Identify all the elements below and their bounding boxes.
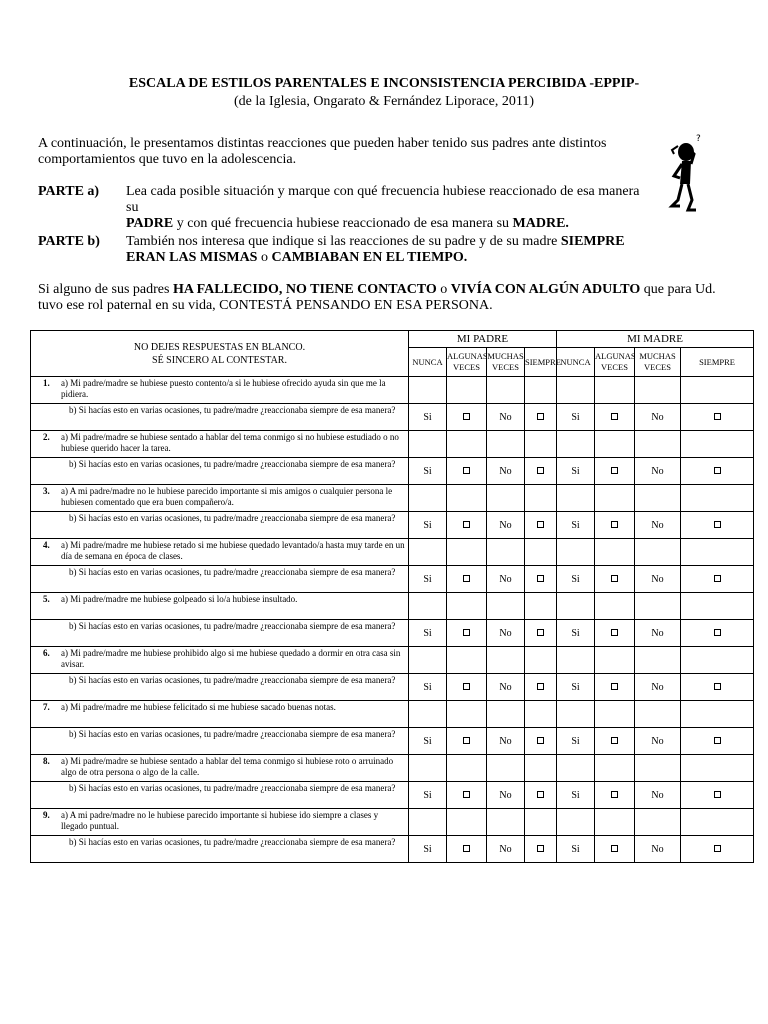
checkbox-icon <box>463 467 470 474</box>
question-a-text: a) Mi padre/madre se hubiese puesto contento/a si le hubiese ofrecido ayuda sin que me la pidiera. <box>61 378 386 399</box>
checkbox-icon <box>537 629 544 636</box>
yes-checkbox[interactable] <box>595 728 635 755</box>
checkbox-icon <box>611 683 618 690</box>
question-b-cell <box>31 404 409 431</box>
question-a-text: a) A mi padre/madre no le hubiese parecido importante si hubiese ido siempre a clases y llegado puntual. <box>61 810 379 831</box>
frequency-answer-cell[interactable] <box>487 809 525 836</box>
checkbox-icon <box>537 845 544 852</box>
frequency-answer-cell[interactable] <box>447 809 487 836</box>
col-siempre-madre: SIEMPRE <box>681 348 754 377</box>
no-checkbox[interactable] <box>681 782 754 809</box>
frequency-answer-cell[interactable] <box>409 647 447 674</box>
question-b-text: b) Si hacías esto en varias ocasiones, tu padre/madre ¿reaccionaba siempre de esa manera? <box>69 837 396 847</box>
question-number: 9. <box>43 810 50 820</box>
no-checkbox[interactable] <box>681 458 754 485</box>
frequency-answer-cell[interactable] <box>525 701 557 728</box>
checkbox-icon <box>463 629 470 636</box>
question-a-cell <box>31 701 409 728</box>
no-checkbox[interactable] <box>681 674 754 701</box>
no-label: No <box>635 620 681 647</box>
table-row <box>31 539 754 566</box>
frequency-answer-cell[interactable] <box>409 485 447 512</box>
question-number: 4. <box>43 540 50 550</box>
yes-label: Si <box>557 458 595 485</box>
yes-label: Si <box>409 674 447 701</box>
header-mi-padre: MI PADRE <box>409 331 557 348</box>
yes-label: Si <box>557 782 595 809</box>
question-a-text: a) Mi padre/madre me hubiese felicitado si me hubiese sacado buenas notas. <box>61 702 336 712</box>
frequency-answer-cell[interactable] <box>681 539 754 566</box>
frequency-answer-cell[interactable] <box>681 701 754 728</box>
checkbox-icon <box>463 737 470 744</box>
no-label: No <box>635 782 681 809</box>
no-label: No <box>635 566 681 593</box>
no-label: No <box>487 836 525 863</box>
frequency-answer-cell[interactable] <box>557 539 595 566</box>
table-row <box>31 755 754 782</box>
question-b-cell <box>31 728 409 755</box>
yes-checkbox[interactable] <box>595 512 635 539</box>
frequency-answer-cell[interactable] <box>447 755 487 782</box>
frequency-answer-cell[interactable] <box>595 701 635 728</box>
question-b-cell <box>31 512 409 539</box>
question-b-cell <box>31 782 409 809</box>
frequency-answer-cell[interactable] <box>409 755 447 782</box>
question-a-cell <box>31 539 409 566</box>
parte-a-label: PARTE a) <box>38 184 100 199</box>
table-row <box>31 620 754 647</box>
question-b-text: b) Si hacías esto en varias ocasiones, tu padre/madre ¿reaccionaba siempre de esa manera? <box>69 675 396 685</box>
checkbox-icon <box>611 467 618 474</box>
col-nunca-madre: NUNCA <box>557 348 595 377</box>
no-checkbox[interactable] <box>681 566 754 593</box>
question-b-text: b) Si hacías esto en varias ocasiones, tu padre/madre ¿reaccionaba siempre de esa manera? <box>69 567 396 577</box>
checkbox-icon <box>537 521 544 528</box>
checkbox-icon <box>611 413 618 420</box>
yes-label: Si <box>409 512 447 539</box>
yes-checkbox[interactable] <box>595 458 635 485</box>
frequency-answer-cell[interactable] <box>557 701 595 728</box>
yes-checkbox[interactable] <box>447 728 487 755</box>
parte-a-text: Lea cada posible situación y marque con qué frecuencia hubiese reaccionado de esa manera su PADRE y con qué frecuencia hubiese reaccionado de esa manera su MADRE. <box>126 184 640 231</box>
checkbox-icon <box>537 467 544 474</box>
question-number: 3. <box>43 486 50 496</box>
frequency-answer-cell[interactable] <box>595 377 635 404</box>
table-row <box>31 728 754 755</box>
no-checkbox[interactable] <box>681 512 754 539</box>
no-label: No <box>487 620 525 647</box>
yes-label: Si <box>557 674 595 701</box>
col-muchas-padre: MUCHAS VECES <box>487 348 525 377</box>
checkbox-icon <box>463 521 470 528</box>
frequency-answer-cell[interactable] <box>635 701 681 728</box>
frequency-answer-cell[interactable] <box>557 755 595 782</box>
frequency-answer-cell[interactable] <box>557 431 595 458</box>
checkbox-icon <box>611 737 618 744</box>
checkbox-icon <box>537 737 544 744</box>
col-muchas-madre: MUCHAS VECES <box>635 348 681 377</box>
question-b-text: b) Si hacías esto en varias ocasiones, tu padre/madre ¿reaccionaba siempre de esa manera? <box>69 729 396 739</box>
no-checkbox[interactable] <box>681 620 754 647</box>
no-checkbox[interactable] <box>525 404 557 431</box>
checkbox-icon <box>714 845 721 852</box>
no-checkbox[interactable] <box>525 674 557 701</box>
checkbox-icon <box>537 683 544 690</box>
yes-checkbox[interactable] <box>595 836 635 863</box>
table-row <box>31 809 754 836</box>
no-label: No <box>635 512 681 539</box>
question-b-cell <box>31 620 409 647</box>
frequency-answer-cell[interactable] <box>447 377 487 404</box>
question-a-text: a) Mi padre/madre se hubiese sentado a hablar del tema conmigo si hubiese roto o arruinado algo de otra persona o algo de la calle. <box>61 756 394 777</box>
table-row <box>31 377 754 404</box>
frequency-answer-cell[interactable] <box>409 539 447 566</box>
no-checkbox[interactable] <box>525 566 557 593</box>
table-row <box>31 836 754 863</box>
no-label: No <box>487 782 525 809</box>
col-nunca-padre: NUNCA <box>409 348 447 377</box>
no-label: No <box>635 404 681 431</box>
table-row <box>31 701 754 728</box>
yes-checkbox[interactable] <box>595 620 635 647</box>
frequency-answer-cell[interactable] <box>681 485 754 512</box>
no-checkbox[interactable] <box>525 458 557 485</box>
yes-label: Si <box>557 404 595 431</box>
checkbox-icon <box>463 413 470 420</box>
table-row <box>31 485 754 512</box>
frequency-answer-cell[interactable] <box>595 809 635 836</box>
checkbox-icon <box>463 575 470 582</box>
frequency-answer-cell[interactable] <box>635 431 681 458</box>
frequency-answer-cell[interactable] <box>487 647 525 674</box>
document-subtitle: (de la Iglesia, Ongarato & Fernández Liporace, 2011) <box>234 94 534 109</box>
yes-checkbox[interactable] <box>447 620 487 647</box>
parte-b-text: También nos interesa que indique si las reacciones de su padre y de su madre SIEMPRE ERAN LAS MISMAS o CAMBIABAN EN EL TIEMPO. <box>126 234 625 265</box>
question-number: 1. <box>43 378 50 388</box>
checkbox-icon <box>714 575 721 582</box>
yes-label: Si <box>557 836 595 863</box>
question-a-text: a) A mi padre/madre no le hubiese parecido importante si mis amigos o cualquier persona le hubiesen comentado que era buen compañero/a. <box>61 486 393 507</box>
no-checkbox[interactable] <box>525 782 557 809</box>
checkbox-icon <box>611 629 618 636</box>
frequency-answer-cell[interactable] <box>487 701 525 728</box>
frequency-answer-cell[interactable] <box>557 593 595 620</box>
frequency-answer-cell[interactable] <box>595 593 635 620</box>
yes-label: Si <box>409 404 447 431</box>
col-siempre-padre: SIEMPRE <box>525 348 557 377</box>
question-b-cell <box>31 458 409 485</box>
yes-checkbox[interactable] <box>447 674 487 701</box>
no-checkbox[interactable] <box>525 836 557 863</box>
checkbox-icon <box>611 791 618 798</box>
question-number: 8. <box>43 756 50 766</box>
frequency-answer-cell[interactable] <box>447 485 487 512</box>
no-label: No <box>487 728 525 755</box>
question-a-cell <box>31 809 409 836</box>
table-row <box>31 566 754 593</box>
question-b-text: b) Si hacías esto en varias ocasiones, tu padre/madre ¿reaccionaba siempre de esa manera? <box>69 621 396 631</box>
question-a-cell <box>31 593 409 620</box>
frequency-answer-cell[interactable] <box>595 431 635 458</box>
question-b-cell <box>31 566 409 593</box>
yes-label: Si <box>409 836 447 863</box>
parte-b-label: PARTE b) <box>38 234 100 249</box>
no-label: No <box>635 458 681 485</box>
question-b-text: b) Si hacías esto en varias ocasiones, tu padre/madre ¿reaccionaba siempre de esa manera? <box>69 783 396 793</box>
question-b-cell <box>31 836 409 863</box>
frequency-answer-cell[interactable] <box>681 377 754 404</box>
question-a-text: a) Mi padre/madre se hubiese sentado a hablar del tema conmigo si no hubiese estudiado o no hubiese querido hacer la tarea. <box>61 432 399 453</box>
yes-label: Si <box>557 566 595 593</box>
table-row <box>31 512 754 539</box>
table-row <box>31 782 754 809</box>
frequency-answer-cell[interactable] <box>525 593 557 620</box>
checkbox-icon <box>611 521 618 528</box>
checkbox-icon <box>611 575 618 582</box>
question-a-cell <box>31 485 409 512</box>
frequency-answer-cell[interactable] <box>635 755 681 782</box>
svg-text:?: ? <box>696 134 701 144</box>
yes-checkbox[interactable] <box>447 566 487 593</box>
frequency-answer-cell[interactable] <box>525 431 557 458</box>
no-label: No <box>635 674 681 701</box>
no-label: No <box>487 674 525 701</box>
frequency-answer-cell[interactable] <box>681 755 754 782</box>
no-label: No <box>487 458 525 485</box>
document-title: ESCALA DE ESTILOS PARENTALES E INCONSISTENCIA PERCIBIDA -EPPIP- <box>128 76 640 91</box>
table-row <box>31 458 754 485</box>
checkbox-icon <box>714 737 721 744</box>
no-checkbox[interactable] <box>525 512 557 539</box>
checkbox-icon <box>463 845 470 852</box>
table-row <box>31 431 754 458</box>
checkbox-icon <box>714 521 721 528</box>
frequency-answer-cell[interactable] <box>525 485 557 512</box>
frequency-answer-cell[interactable] <box>525 809 557 836</box>
table-row <box>31 593 754 620</box>
frequency-answer-cell[interactable] <box>487 485 525 512</box>
table-row <box>31 674 754 701</box>
note-paragraph: Si alguno de sus padres HA FALLECIDO, NO TIENE CONTACTO o VIVÍA CON ALGÚN ADULTO que para Ud. tuvo ese rol paternal en su vida, CONTESTÁ PENSANDO EN ESA PERSONA. <box>38 282 716 313</box>
yes-checkbox[interactable] <box>595 566 635 593</box>
frequency-answer-cell[interactable] <box>681 809 754 836</box>
frequency-answer-cell[interactable] <box>409 431 447 458</box>
frequency-answer-cell[interactable] <box>595 755 635 782</box>
checkbox-icon <box>463 683 470 690</box>
frequency-answer-cell[interactable] <box>681 647 754 674</box>
no-checkbox[interactable] <box>525 728 557 755</box>
col-algunas-madre: ALGUNAS VECES <box>595 348 635 377</box>
checkbox-icon <box>714 629 721 636</box>
question-a-text: a) Mi padre/madre me hubiese golpeado si lo/a hubiese insultado. <box>61 594 298 604</box>
frequency-answer-cell[interactable] <box>487 755 525 782</box>
no-label: No <box>487 566 525 593</box>
yes-label: Si <box>557 728 595 755</box>
checkbox-icon <box>714 467 721 474</box>
question-b-text: b) Si hacías esto en varias ocasiones, tu padre/madre ¿reaccionaba siempre de esa manera? <box>69 513 396 523</box>
question-a-cell <box>31 431 409 458</box>
yes-checkbox[interactable] <box>447 836 487 863</box>
yes-checkbox[interactable] <box>447 512 487 539</box>
question-a-text: a) Mi padre/madre me hubiese prohibido algo si me hubiese quedado a dormir en otra casa sin avisar. <box>61 648 401 669</box>
frequency-answer-cell[interactable] <box>635 539 681 566</box>
frequency-answer-cell[interactable] <box>525 755 557 782</box>
yes-label: Si <box>409 620 447 647</box>
yes-checkbox[interactable] <box>595 782 635 809</box>
question-a-cell <box>31 755 409 782</box>
question-a-cell <box>31 377 409 404</box>
frequency-answer-cell[interactable] <box>635 377 681 404</box>
checkbox-icon <box>537 791 544 798</box>
table-row <box>31 404 754 431</box>
frequency-answer-cell[interactable] <box>525 539 557 566</box>
question-b-cell <box>31 674 409 701</box>
frequency-answer-cell[interactable] <box>409 701 447 728</box>
no-checkbox[interactable] <box>681 728 754 755</box>
yes-checkbox[interactable] <box>595 674 635 701</box>
frequency-answer-cell[interactable] <box>635 809 681 836</box>
yes-checkbox[interactable] <box>447 458 487 485</box>
table-row <box>31 647 754 674</box>
frequency-answer-cell[interactable] <box>447 431 487 458</box>
questionnaire-body <box>31 377 754 863</box>
frequency-answer-cell[interactable] <box>635 647 681 674</box>
question-number: 5. <box>43 594 50 604</box>
frequency-answer-cell[interactable] <box>681 593 754 620</box>
checkbox-icon <box>714 791 721 798</box>
frequency-answer-cell[interactable] <box>447 647 487 674</box>
frequency-answer-cell[interactable] <box>557 485 595 512</box>
no-label: No <box>635 836 681 863</box>
frequency-answer-cell[interactable] <box>409 593 447 620</box>
intro-paragraph: A continuación, le presentamos distintas reacciones que pueden haber tenido sus padres ante distintos comportamientos que tuvo en la adolescencia. <box>38 136 607 167</box>
checkbox-icon <box>537 413 544 420</box>
no-label: No <box>487 512 525 539</box>
frequency-answer-cell[interactable] <box>409 809 447 836</box>
checkbox-icon <box>714 413 721 420</box>
no-checkbox[interactable] <box>525 620 557 647</box>
frequency-answer-cell[interactable] <box>557 809 595 836</box>
frequency-answer-cell[interactable] <box>595 539 635 566</box>
frequency-answer-cell[interactable] <box>447 539 487 566</box>
yes-checkbox[interactable] <box>447 782 487 809</box>
frequency-answer-cell[interactable] <box>557 647 595 674</box>
frequency-answer-cell[interactable] <box>595 485 635 512</box>
no-label: No <box>635 728 681 755</box>
yes-label: Si <box>409 458 447 485</box>
yes-label: Si <box>409 782 447 809</box>
frequency-answer-cell[interactable] <box>525 377 557 404</box>
frequency-answer-cell[interactable] <box>487 539 525 566</box>
frequency-answer-cell[interactable] <box>635 485 681 512</box>
header-mi-madre: MI MADRE <box>557 331 754 348</box>
frequency-answer-cell[interactable] <box>409 377 447 404</box>
frequency-answer-cell[interactable] <box>487 431 525 458</box>
question-a-cell <box>31 647 409 674</box>
checkbox-icon <box>537 575 544 582</box>
thinking-figure-icon <box>664 132 710 212</box>
frequency-answer-cell[interactable] <box>595 647 635 674</box>
yes-checkbox[interactable] <box>595 404 635 431</box>
question-number: 2. <box>43 432 50 442</box>
question-number: 6. <box>43 648 50 658</box>
frequency-answer-cell[interactable] <box>487 377 525 404</box>
checkbox-icon <box>714 683 721 690</box>
frequency-answer-cell[interactable] <box>681 431 754 458</box>
checkbox-icon <box>611 845 618 852</box>
frequency-answer-cell[interactable] <box>447 593 487 620</box>
instructions-cell: NO DEJES RESPUESTAS EN BLANCO. SÉ SINCERO AL CONTESTAR. <box>31 331 409 377</box>
checkbox-icon <box>463 791 470 798</box>
yes-label: Si <box>409 566 447 593</box>
frequency-answer-cell[interactable] <box>557 377 595 404</box>
questionnaire-table <box>30 330 754 863</box>
no-checkbox[interactable] <box>681 836 754 863</box>
frequency-answer-cell[interactable] <box>525 647 557 674</box>
question-b-text: b) Si hacías esto en varias ocasiones, tu padre/madre ¿reaccionaba siempre de esa manera? <box>69 405 396 415</box>
frequency-answer-cell[interactable] <box>447 701 487 728</box>
frequency-answer-cell[interactable] <box>487 593 525 620</box>
no-label: No <box>487 404 525 431</box>
col-algunas-padre: ALGUNAS VECES <box>447 348 487 377</box>
question-a-text: a) Mi padre/madre me hubiese retado si me hubiese quedado levantado/a hasta muy tarde en un día de semana en época de clases. <box>61 540 405 561</box>
yes-checkbox[interactable] <box>447 404 487 431</box>
no-checkbox[interactable] <box>681 404 754 431</box>
question-b-text: b) Si hacías esto en varias ocasiones, tu padre/madre ¿reaccionaba siempre de esa manera? <box>69 459 396 469</box>
frequency-answer-cell[interactable] <box>635 593 681 620</box>
yes-label: Si <box>557 620 595 647</box>
question-number: 7. <box>43 702 50 712</box>
yes-label: Si <box>409 728 447 755</box>
yes-label: Si <box>557 512 595 539</box>
